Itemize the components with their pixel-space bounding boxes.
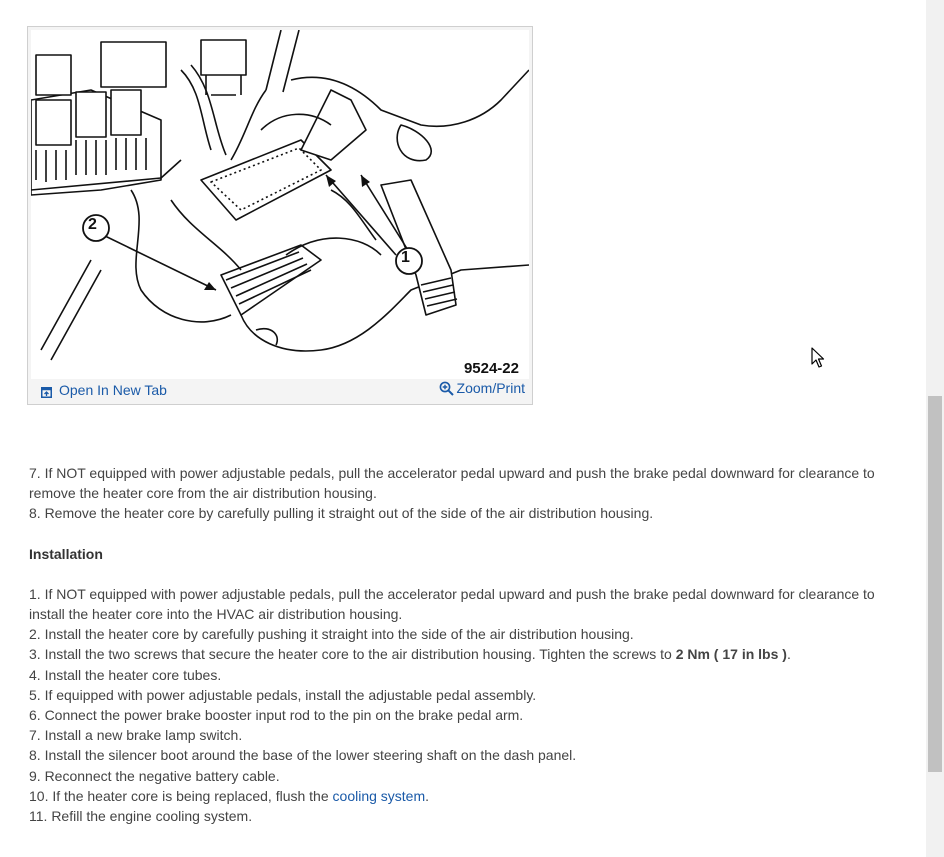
step-3-text: 3. Install the two screws that secure the heater core to the air distribution housing. Tighten the screws to [29, 646, 676, 663]
installation-step-9: 9. Reconnect the negative battery cable. [29, 767, 280, 784]
torque-spec: 2 Nm ( 17 in lbs ) [675, 646, 787, 663]
installation-step-6: 6. Connect the power brake booster input rod to the pin on the brake pedal arm. [29, 707, 524, 724]
zoom-in-icon [439, 381, 454, 396]
heater-core-illustration [31, 30, 529, 379]
installation-step-8: 8. Install the silencer boot around the base of the lower steering shaft on the dash panel. [29, 747, 577, 764]
callout-1: 1 [401, 249, 410, 266]
installation-step-7: 7. Install a new brake lamp switch. [29, 727, 243, 744]
installation-step-3 [29, 644, 899, 664]
figure-box [27, 26, 533, 405]
procedure-content [29, 463, 899, 826]
installation-step-5: 5. If equipped with power adjustable pedals, install the adjustable pedal assembly. [29, 686, 537, 703]
step-10-end: . [425, 787, 430, 804]
step-3-end: . [786, 646, 791, 663]
open-in-new-tab-label: Open In New Tab [59, 382, 167, 398]
mouse-cursor-icon [811, 347, 825, 369]
installation-step-2: 2. Install the heater core by carefully pushing it straight into the side of the air distribution housing. [29, 626, 634, 643]
installation-step-4: 4. Install the heater core tubes. [29, 666, 222, 683]
installation-heading: Installation [29, 545, 103, 562]
scrollbar-thumb[interactable] [928, 396, 942, 772]
installation-step-1: 1. If NOT equipped with power adjustable pedals, pull the accelerator pedal upward and push the brake pedal downward for clearance to install the heater core into the HVAC air distribution housing. [29, 585, 875, 623]
figure-code: 9524-22 [463, 360, 519, 377]
step-10-text: 10. If the heater core is being replaced, flush the [29, 787, 333, 804]
figure-toolbar [31, 379, 529, 401]
installation-step-10 [29, 786, 899, 806]
zoom-print-label: Zoom/Print [456, 380, 525, 396]
zoom-print-link[interactable] [439, 380, 525, 396]
removal-step-7: 7. If NOT equipped with power adjustable pedals, pull the accelerator pedal upward and push the brake pedal downward for clearance to remove the heater core from the air distribution housing. [29, 465, 875, 502]
cooling-system-link[interactable]: cooling system [332, 787, 426, 804]
callout-2: 2 [88, 216, 97, 233]
installation-step-11: 11. Refill the engine cooling system. [29, 808, 253, 825]
removal-step-8: 8. Remove the heater core by carefully pulling it straight out of the side of the air distribution housing. [29, 505, 654, 522]
open-new-tab-icon [41, 385, 52, 396]
open-in-new-tab-link[interactable] [41, 382, 167, 398]
